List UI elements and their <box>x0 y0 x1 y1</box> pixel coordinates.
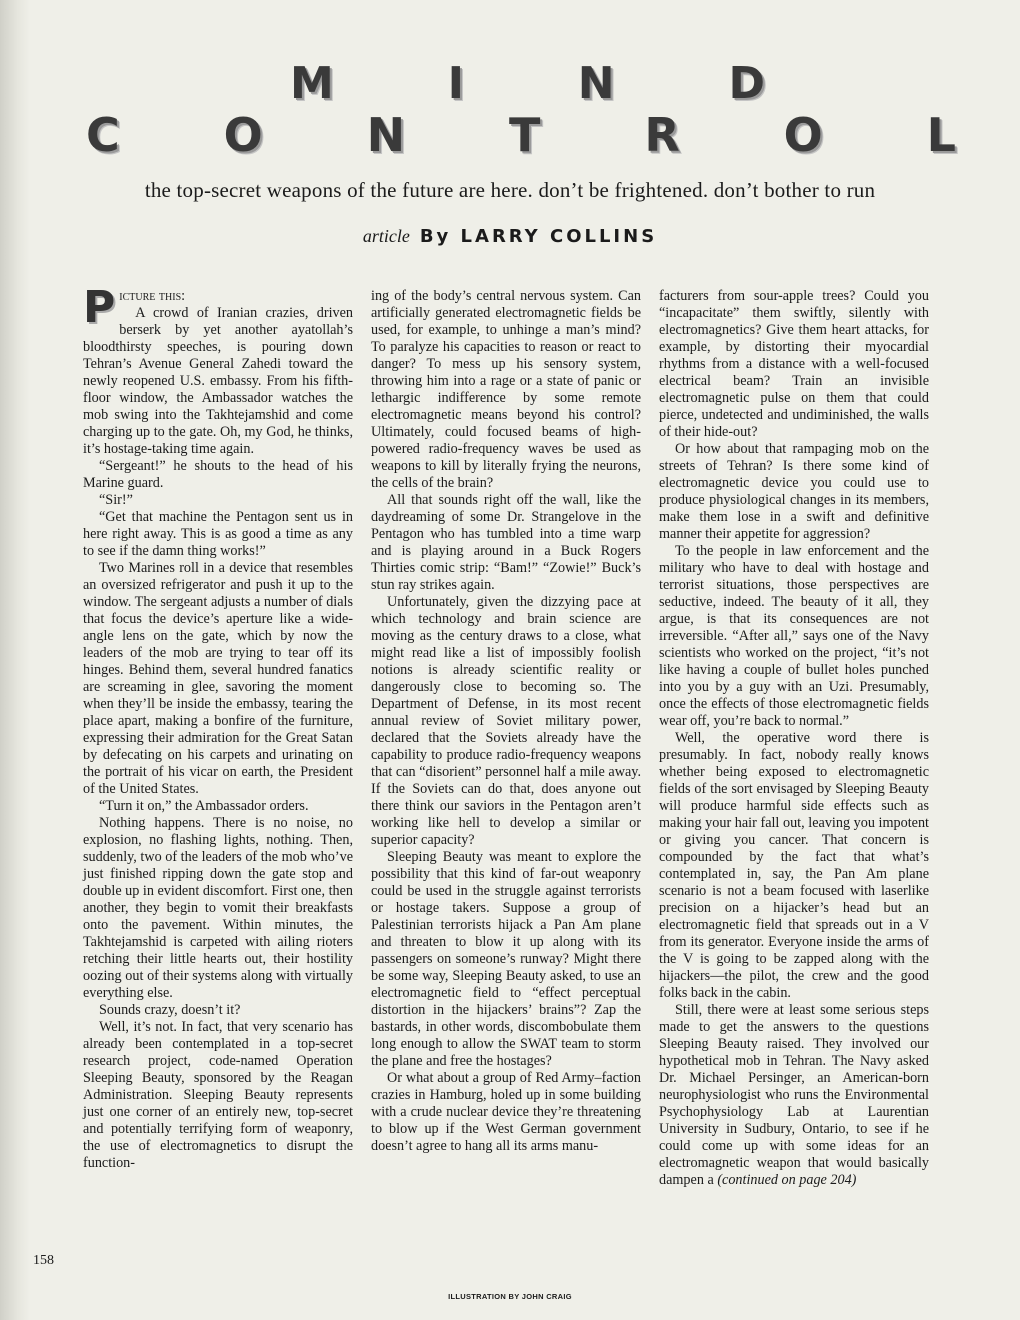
paragraph: Or how about that rampaging mob on the streets of Tehran? Is there some kind of electromagnetic device you could use to produce physiological changes in its members, make them lose in a swift and definitive manner their appetite for aggression? <box>659 441 929 542</box>
paragraph: “Get that machine the Pentagon sent us in here right away. This is as good a time as any to see if the damn thing works!” <box>83 509 353 559</box>
headline-letter: M <box>290 58 334 109</box>
lead-paragraph <box>83 282 353 333</box>
headline-letter: L <box>926 108 956 162</box>
headline-letter: T <box>509 108 541 162</box>
headline-line-2 <box>80 108 960 162</box>
paragraph: Sleeping Beauty was meant to explore the possibility that this kind of far-out weaponry could be used in the struggle against terrorists or hostage takers. Suppose a group of Palestinian terrorists hijack a Pan Am plane and threaten to blow it up along with its passengers on someone’s runway? Might there be some way, Sleeping Beauty asked, to use an electromagnetic field to “effect perceptual distortion in the hijackers’ brains”? Zap the bastards, in other words, discombobulate them long enough to allow the SWAT team to storm the plane and free the hostages? <box>371 849 641 1069</box>
paragraph: “Sir!” <box>99 492 133 508</box>
paragraph: “Turn it on,” the Ambassador orders. <box>99 798 309 814</box>
headline-letter: N <box>577 58 615 109</box>
page-number: 158 <box>33 1253 54 1268</box>
lead-in: icture this: <box>119 288 186 304</box>
paragraph: Or what about a group of Red Army–faction crazies in Hamburg, holed up in some building with a crude nuclear device they’re threatening to blow up if the West German government doesn’t agree to hang all its arms manu- <box>371 1070 641 1154</box>
paragraph: “Sergeant!” he shouts to the head of his Marine guard. <box>83 458 353 491</box>
byline-author: By LARRY COLLINS <box>419 226 658 247</box>
paragraph: All that sounds right off the wall, like the daydreaming of some Dr. Strangelove in the Pentagon who has tumbled into a time warp and is playing around in a Buck Rogers Thirties comic strip: “Bam!” “Zowie!” Buck’s stun ray strikes again. <box>371 492 641 593</box>
column-1 <box>83 282 353 1172</box>
paragraph: A crowd of Iranian crazies, driven berserk by yet another ayatollah’s bloodthirsty speeches, is pouring down Tehran’s Avenue General Zahedi toward the newly reopened U.S. embassy. From his fifth-floor window, the Ambassador watches the mob swing into the Takhtejamshid and come charging up to the gate. Oh, my God, he thinks, it’s hostage-taking time again. <box>83 305 353 457</box>
headline-line-1 <box>80 58 960 109</box>
headline-letter: C <box>86 108 120 162</box>
paragraph: Two Marines roll in a device that resembles an oversized refrigerator and push it up to the window. The sergeant adjusts a number of dials that focus the device’s aperture like a wide-angle lens on the gate, which by now the leaders of the mob are trying to tear off its hinges. Behind them, several hundred fanatics are screaming in glee, savoring the moment when they’ll be inside the embassy, tearing the place apart, making a bonfire of the furniture, expressing their admiration for the Great Satan by defecating on his carpets and urinating on the portrait of his vicar on earth, the President of the United States. <box>83 560 353 797</box>
paragraph: facturers from sour-apple trees? Could you “incapacitate” them swiftly, silently with electromagnetics? Give them heart attacks, for example, by distorting their myocardial rhythms from a distance with a well-focused electrical beam? Train an invisible electromagnetic pulse on them that could pierce, undetected and undiminished, the walls of their hide-out? <box>659 288 929 440</box>
paragraph-text: Still, there were at least some serious steps made to get the answers to the questions Sleeping Beauty raised. They involved our hypothetical mob in Tehran. The Navy asked Dr. Michael Persinger, an American-born neurophysiologist who runs the Environmental Psychophysiology Lab at Laurentian University in Sudbury, Ontario, to see if he could come up with some ideas for an electromagnetic weapon that would basically dampen a <box>659 1002 929 1188</box>
paragraph: To the people in law enforcement and the military who have to deal with hostage and terrorist situations, those perspectives are seductive, indeed. The beauty of it all, they argue, is that its consequences are not irreversible. “After all,” says one of the Navy scientists who worked on the project, “it’s not like having a couple of bullet holes punched into you by a guy with an Uzi. Presumably, once the effects of those electromagnetic fields wear off, you’re back to normal.” <box>659 543 929 729</box>
headline-letter: O <box>223 108 263 162</box>
headline-letter: D <box>728 58 765 109</box>
headline-letter: I <box>447 58 464 109</box>
byline-label: article <box>362 226 410 246</box>
byline <box>0 226 1020 247</box>
headline-letter: O <box>783 108 823 162</box>
continued-note: (continued on page 204) <box>717 1172 857 1188</box>
headline-letter: N <box>366 108 406 162</box>
headline-letter: R <box>644 108 680 162</box>
paragraph: Sounds crazy, doesn’t it? <box>99 1002 241 1018</box>
paragraph: Nothing happens. There is no noise, no explosion, no flashing lights, nothing. Then, suddenly, two of the leaders of the mob who’ve just finished ripping down the gate stop and double up in evident discomfort. First one, then another, they begin to vomit their breakfasts onto the pavement. Within minutes, the Takhtejamshid is carpeted with ailing rioters retching their little hearts out, their hostility oozing out of their systems along with virtually everything else. <box>83 815 353 1001</box>
paragraph: Well, it’s not. In fact, that very scenario has already been contemplated in a top-secret research project, code-named Operation Sleeping Beauty, sponsored by the Reagan Administration. Sleeping Beauty represents just one corner of an entirely new, top-secret and potentially terrifying form of weaponry, the use of electromagnetics to disrupt the function- <box>83 1019 353 1171</box>
column-3 <box>659 288 929 1189</box>
paragraph: Well, the operative word there is presumably. In fact, nobody really knows whether being exposed to electromagnetic fields of the sort envisaged by Sleeping Beauty will produce harmful side effects such as making your hair fall out, leaving you impotent or giving you cancer. That concern is compounded by the fact that what’s contemplated in, say, the Pan Am plane scenario is not a beam focused with laserlike precision on a hijacker’s head but an electromagnetic field that spreads out in a V from its generator. Everyone inside the arms of the V is going to be zapped along with the hijackers—the pilot, the crew and the good folks back in the cabin. <box>659 730 929 1001</box>
paragraph-last <box>659 1002 929 1189</box>
paragraph: ing of the body’s central nervous system. Can artificially generated electromagnetic fields be used, for example, to unhinge a man’s mind? To paralyze his capacities to reason or react to danger? To mess up his sensory system, throwing him into a rage or a state of panic or lethargic indifference by some remote electromagnetic means beyond his control? Ultimately, could focused beams of high-powered radio-frequency waves be used as weapons to kill by literally frying the neurons, the cells of the brain? <box>371 288 641 491</box>
subtitle: the top-secret weapons of the future are here. don’t be frightened. don’t bother to run <box>144 178 876 202</box>
paragraph: Unfortunately, given the dizzying pace at which technology and brain science are moving as the century draws to a close, what might read like a list of impossibly foolish notions is already scientific reality or dangerously close to becoming so. The Department of Defense, in its most recent annual review of Soviet military power, declared that the Soviets already have the capability to produce radio-frequency weapons that can “disorient” personnel half a mile away. If the Soviets can do that, does anyone out there think our saviors in the Pentagon aren’t working like hell to develop a similar or superior capacity? <box>371 594 641 848</box>
drop-cap: P <box>83 282 116 333</box>
illustration-credit: ILLUSTRATION BY JOHN CRAIG <box>448 1292 572 1301</box>
column-2 <box>371 288 641 1155</box>
